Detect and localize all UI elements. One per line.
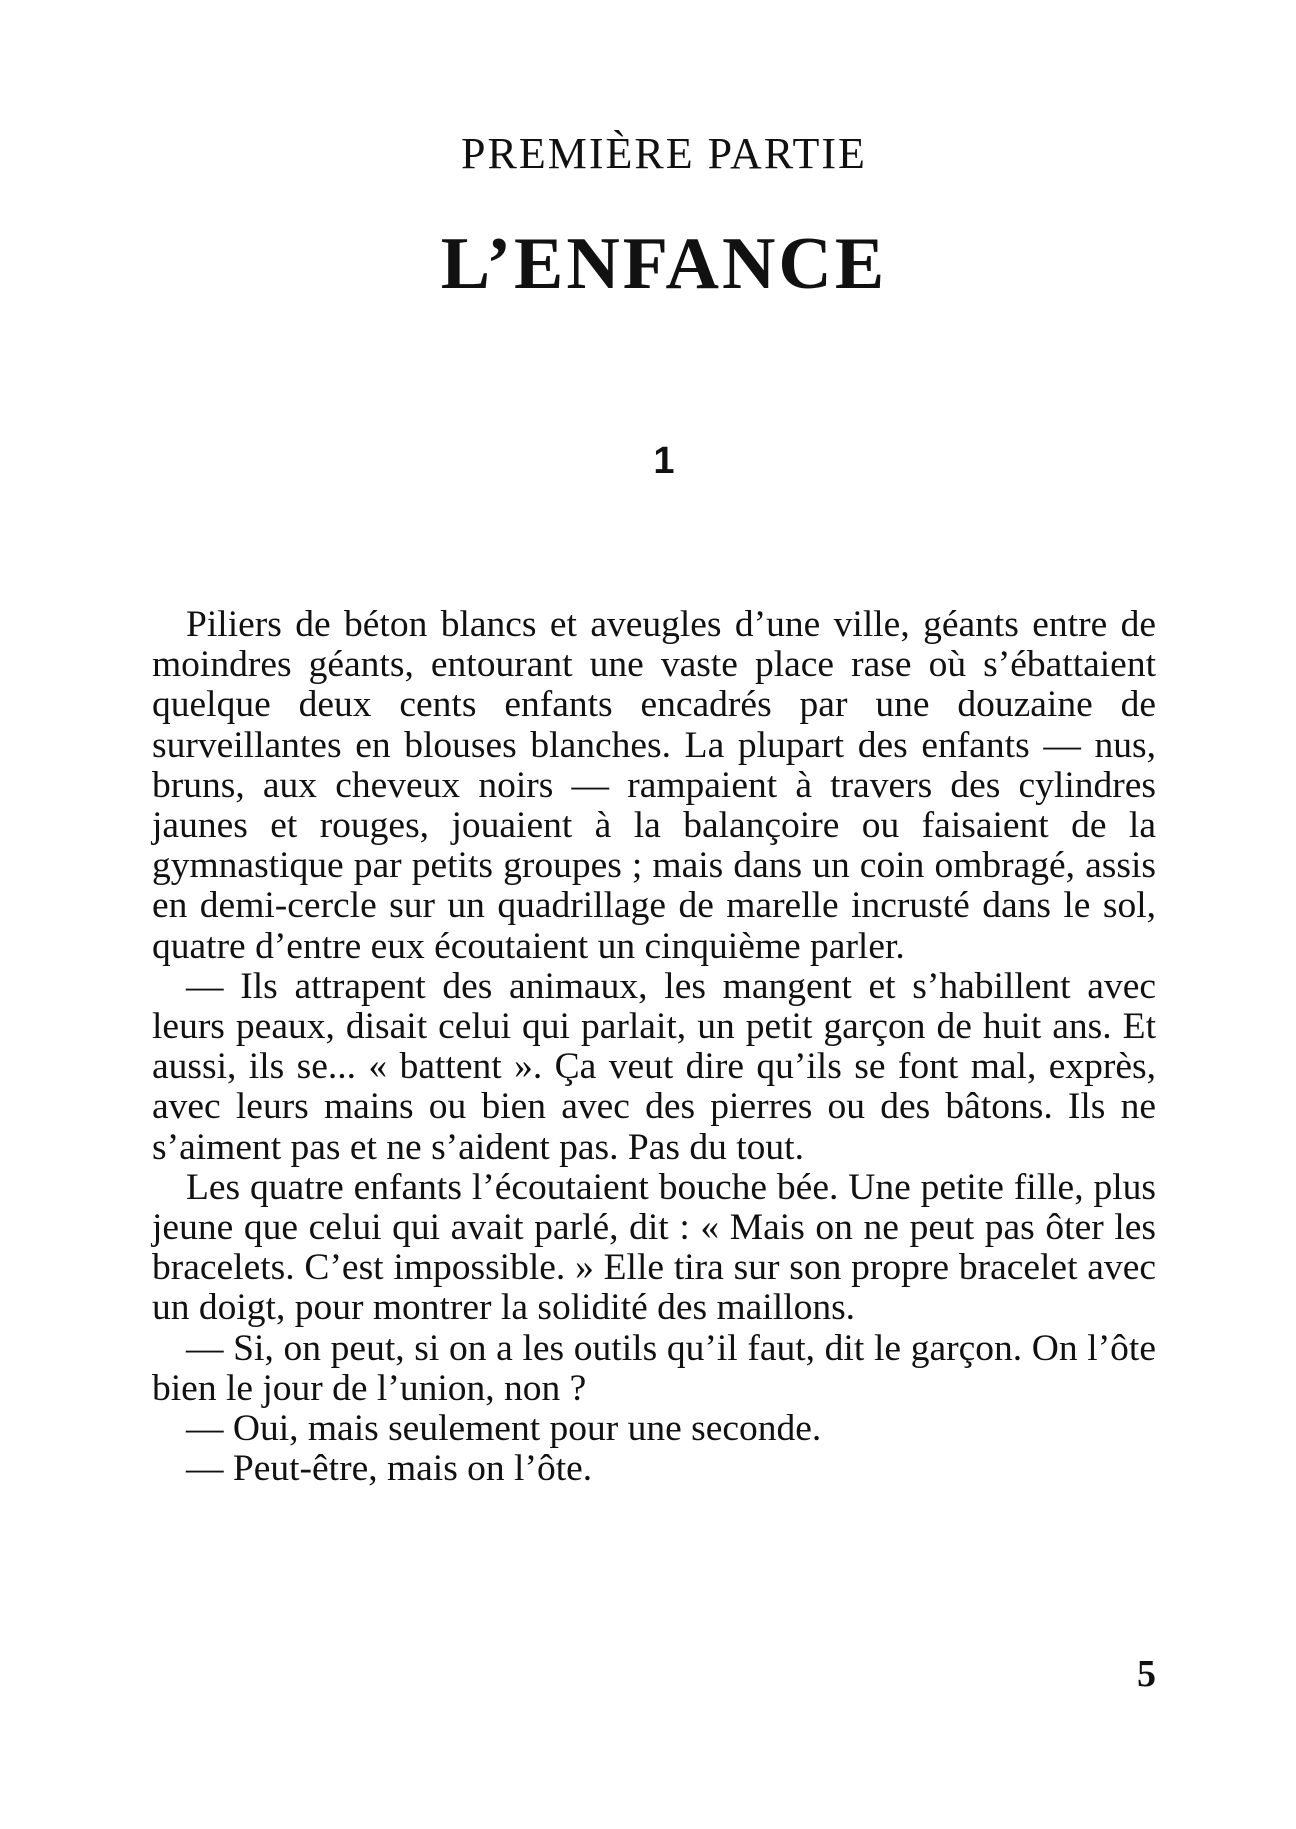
paragraph: — Si, on peut, si on a les outils qu’il faut, dit le garçon. On l’ôte bien le jour de l’union, non ? [152,1327,1156,1409]
paragraph: — Peut-être, mais on l’ôte. [186,1448,593,1490]
chapter-number: 1 [653,440,675,482]
body-text [152,605,1156,1489]
paragraph: Les quatre enfants l’écoutaient bouche bée. Une petite fille, plus jeune que celui qui avait parlé, dit : « Mais on ne peut pas ôter les bracelets. C’est impossible. » Elle tira sur son propre bracelet avec un doigt, pour montrer la solidité des maillons. [152,1166,1156,1329]
paragraph: — Oui, mais seulement pour une seconde. [186,1408,822,1450]
chapter-title: L’ENFANCE [440,223,888,305]
part-title: PREMIÈRE PARTIE [461,129,867,178]
page-number: 5 [1137,1653,1156,1695]
paragraph: — Ils attrapent des animaux, les mangent et s’habillent avec leurs peaux, disait celui qui parlait, un petit garçon de huit ans. Et aussi, ils se... « battent ». Ça veut dire qu’ils se font mal, exprès, avec leurs mains ou bien avec des pierres ou des bâtons. Ils ne s’aiment pas et ne s’aident pas. Pas du tout. [152,965,1156,1168]
paragraph: Piliers de béton blancs et aveugles d’une ville, géants entre de moindres géants, entourant une vaste place rase où s’ébattaient quelque deux cents enfants encadrés par une douzaine de surveillantes en blouses blanches. La plupart des enfants — nus, bruns, aux cheveux noirs — rampaient à travers des cylindres jaunes et rouges, jouaient à la balançoire ou faisaient de la gymnastique par petits groupes ; mais dans un coin ombragé, assis en demi-cercle sur un quadrillage de marelle incrusté dans le sol, quatre d’entre eux écoutaient un cinquième parler. [152,604,1156,967]
